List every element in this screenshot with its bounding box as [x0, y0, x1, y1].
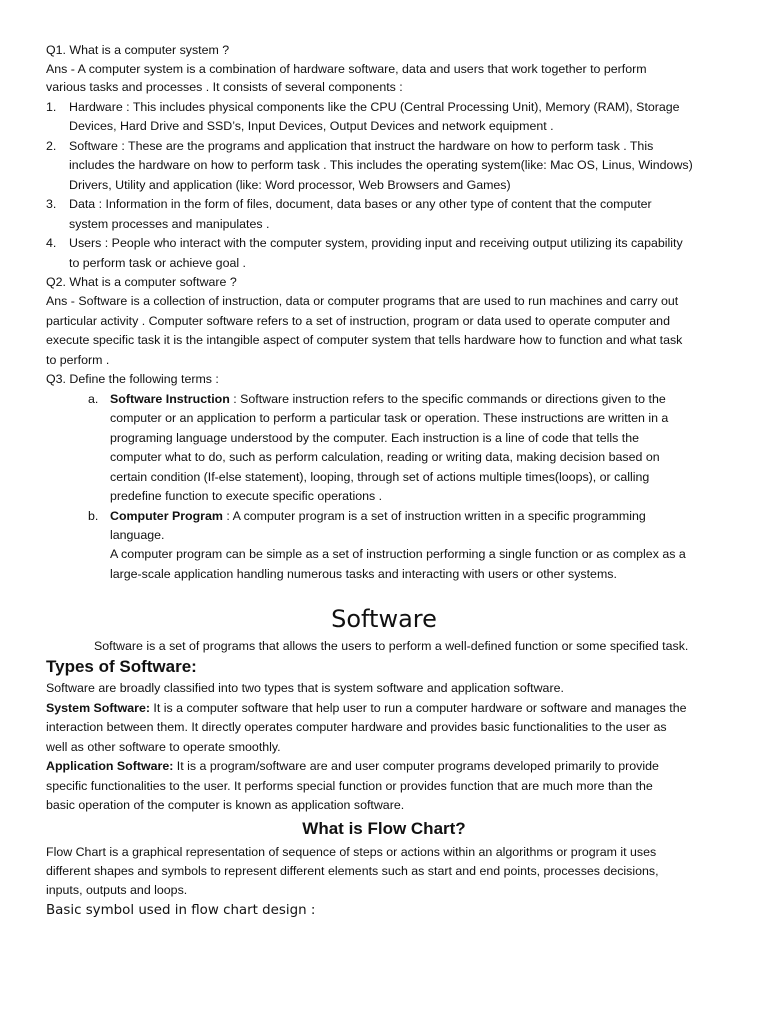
- term-label: Computer Program: [110, 509, 223, 523]
- application-software-paragraph: [46, 757, 659, 777]
- list-number: 2.: [46, 139, 57, 153]
- types-heading: Types of Software:: [46, 657, 197, 676]
- q1-item-users: Users : People who interact with the computer system, providing input and receiving output utilizing its capability: [69, 236, 683, 250]
- system-software-text: It is a computer software that help user to run a computer hardware or software and manages the: [149, 701, 687, 715]
- q1-item-users-cont: to perform task or achieve goal .: [69, 256, 246, 270]
- q1-answer-line: Ans - A computer system is a combination of hardware software, data and users that work together to perform: [46, 62, 647, 76]
- application-software-text: It is a program/software are and user computer programs developed primarily to provide: [173, 759, 659, 773]
- software-title: Software: [331, 605, 437, 633]
- term-label: Software Instruction: [110, 392, 230, 406]
- flow-chart-heading: What is Flow Chart?: [302, 819, 466, 838]
- system-software-paragraph: [46, 699, 687, 719]
- list-number: 1.: [46, 100, 57, 114]
- list-number: 4.: [46, 236, 57, 250]
- list-letter: a.: [88, 392, 99, 406]
- system-software-label: System Software:: [46, 701, 150, 715]
- software-intro: Software is a set of programs that allows the users to perform a well-defined function or some specified task.: [94, 639, 689, 653]
- list-number: 3.: [46, 197, 57, 211]
- q2-answer-line: to perform .: [46, 353, 110, 367]
- q2-answer-line: execute specific task it is the intangible aspect of computer system that tells hardware how to function and what task: [46, 333, 683, 347]
- q1-answer-line: various tasks and processes . It consists of several components :: [46, 80, 403, 94]
- q3-term-software-instruction: [110, 390, 666, 410]
- q2-question: Q2. What is a computer software ?: [46, 275, 237, 289]
- q1-item-software-cont: includes the hardware on how to perform task . This includes the operating system(like: Mac OS, Linus, Windows): [69, 158, 693, 172]
- application-software-line: specific functionalities to the user. It performs special function or provides function that are much more than the: [46, 779, 653, 793]
- q1-item-hardware: Hardware : This includes physical components like the CPU (Central Processing Unit), Memory (RAM), Storage: [69, 100, 680, 114]
- q1-item-data-cont: system processes and manipulates .: [69, 217, 270, 231]
- q3-question: Q3. Define the following terms :: [46, 372, 219, 386]
- q1-item-hardware-cont: Devices, Hard Drive and SSD’s, Input Devices, Output Devices and network equipment .: [69, 119, 554, 133]
- application-software-line: basic operation of the computer is known as application software.: [46, 798, 405, 812]
- q3-term-computer-program: [110, 507, 646, 527]
- list-letter: b.: [88, 509, 99, 523]
- system-software-line: interaction between them. It directly operates computer hardware and provides basic functionalities to the user as: [46, 720, 667, 734]
- q2-answer-line: particular activity . Computer software refers to a set of instruction, program or data used to operate computer and: [46, 314, 670, 328]
- flow-chart-line: inputs, outputs and loops.: [46, 883, 188, 897]
- q3-definition-line: A computer program can be simple as a set of instruction performing a single function or as complex as a: [110, 547, 686, 561]
- flow-chart-line: different shapes and symbols to represent different elements such as start and end points, processes decisions,: [46, 864, 659, 878]
- application-software-label: Application Software:: [46, 759, 174, 773]
- basic-symbol-heading: Basic symbol used in flow chart design :: [46, 903, 316, 918]
- flow-chart-line: Flow Chart is a graphical representation of sequence of steps or actions within an algorithms or program it uses: [46, 845, 657, 859]
- q3-definition-line: computer what to do, such as perform calculation, reading or writing data, making decision based on: [110, 450, 660, 464]
- q3-definition-line: large-scale application handling numerous tasks and interacting with users or other systems.: [110, 567, 617, 581]
- system-software-line: well as other software to operate smoothly.: [46, 740, 281, 754]
- q3-definition-line: computer or an application to perform a particular task or operation. These instructions are written in a: [110, 411, 669, 425]
- q3-definition-line: certain condition (If-else statement), looping, through set of actions multiple times(loops), or calling: [110, 470, 650, 484]
- q2-answer-line: Ans - Software is a collection of instruction, data or computer programs that are used to run machines and carry out: [46, 294, 679, 308]
- q1-question: Q1. What is a computer system ?: [46, 43, 230, 57]
- term-definition: : Software instruction refers to the specific commands or directions given to the: [229, 392, 666, 406]
- q3-definition-line: programing language understood by the computer. Each instruction is a line of code that tells the: [110, 431, 639, 445]
- q1-item-data: Data : Information in the form of files, document, data bases or any other type of content that the computer: [69, 197, 652, 211]
- q1-item-software: Software : These are the programs and application that instruct the hardware on how to perform task . This: [69, 139, 654, 153]
- q1-item-software-cont: Drivers, Utility and application (like: Word processor, Web Browsers and Games): [69, 178, 511, 192]
- q3-definition-line: predefine function to execute specific operations .: [110, 489, 383, 503]
- term-definition: : A computer program is a set of instruction written in a specific programming: [222, 509, 646, 523]
- types-intro: Software are broadly classified into two types that is system software and application software.: [46, 681, 564, 695]
- q3-definition-line: language.: [110, 528, 165, 542]
